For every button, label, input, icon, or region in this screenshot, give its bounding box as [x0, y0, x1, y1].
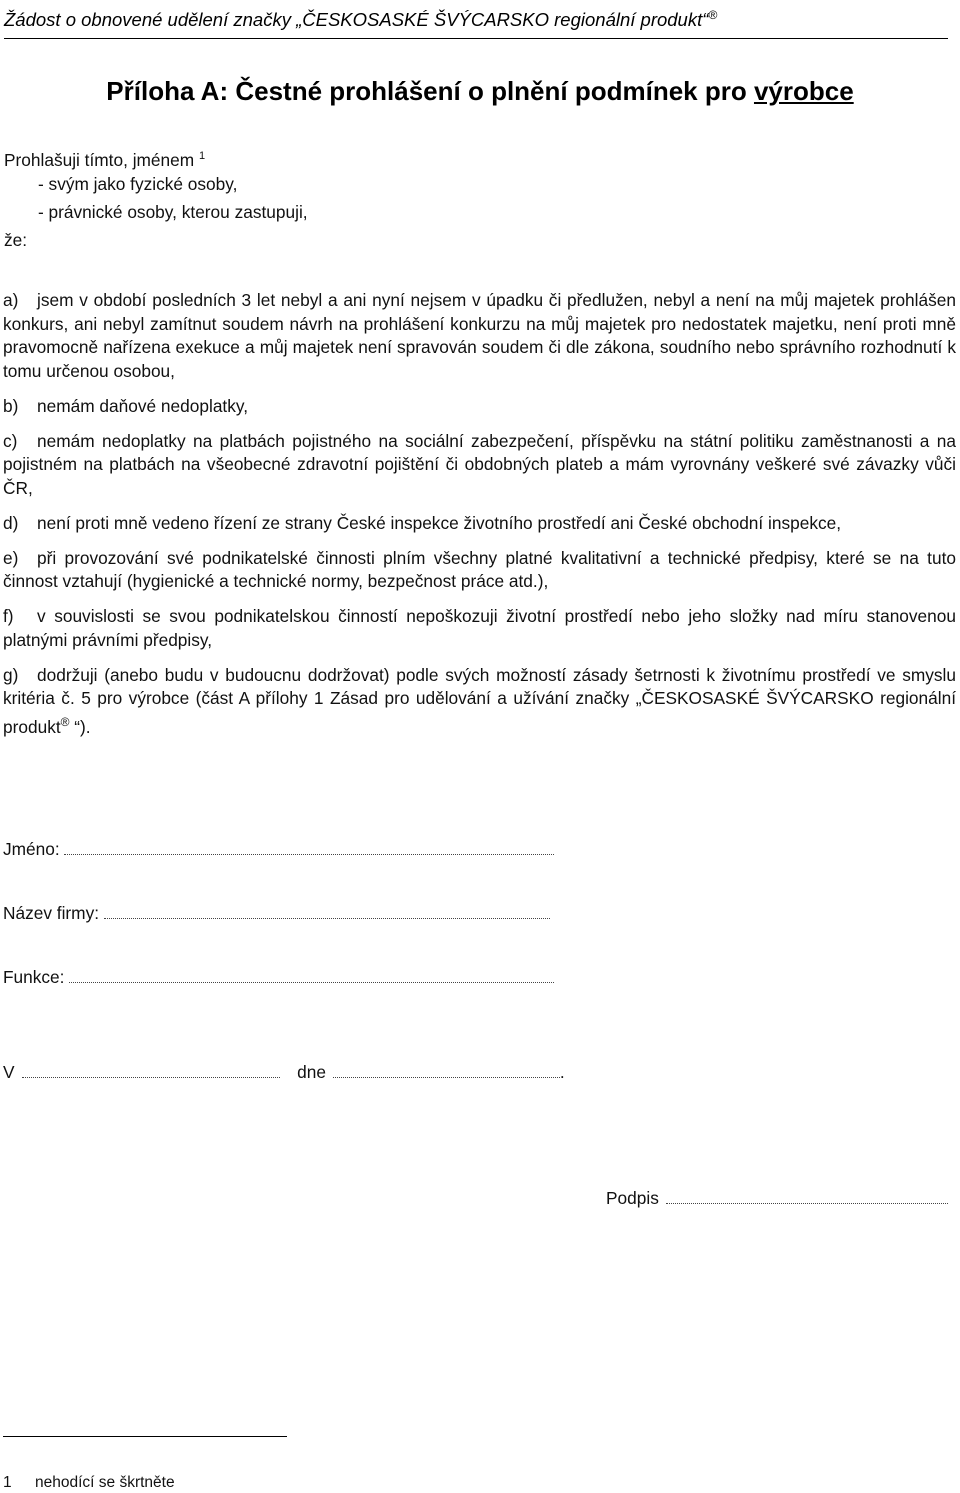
signature-label: Podpis: [606, 1188, 659, 1208]
declaration-clauses: [3, 289, 956, 750]
clause-label: a): [3, 290, 19, 310]
place-date-field: [3, 1060, 565, 1084]
clause-label: f): [3, 606, 14, 626]
footnote-separator: [3, 1436, 287, 1437]
date-input-line[interactable]: [333, 1063, 560, 1078]
clause-a: [3, 289, 956, 383]
clause-d: [3, 512, 956, 536]
footnote-number: 1: [3, 1474, 12, 1491]
page-header: [4, 3, 948, 39]
clause-text: nemám daňové nedoplatky,: [37, 395, 249, 416]
clause-label: c): [3, 430, 18, 451]
company-input-line[interactable]: [104, 904, 550, 919]
clause-label: b): [3, 395, 19, 416]
place-input-line[interactable]: [22, 1063, 280, 1078]
header-text: Žádost o obnovené udělení značky „ČESKOSASKÉ ŠVÝCARSKO regionální produkt“: [4, 9, 709, 31]
name-input-line[interactable]: [64, 840, 554, 855]
clause-text: není proti mně vedeno řízení ze strany České inspekce životního prostředí ani České obchodní inspekce,: [37, 512, 842, 533]
footnote: [3, 1474, 175, 1492]
company-field: [3, 901, 550, 925]
clause-label: g): [3, 664, 19, 685]
signature-line[interactable]: [666, 1189, 948, 1204]
clause-g: [3, 664, 956, 739]
function-label: Funkce:: [3, 967, 65, 987]
document-title: [0, 74, 960, 108]
footnote-text: nehodící se škrtněte: [35, 1474, 175, 1491]
clause-text: jsem v období posledních 3 let nebyl a ani nyní nejsem v úpadku či předlužen, nebyl a není na můj majetek prohlášen konkurs, ani nebyl zamítnut soudem návrh na prohlášení konkurzu na můj majetek pro nedostatek majetku, není proti mně pravomocně nařízena exekuce a můj majetek není spravován soudem či dle zákona, soudního nebo správního rozhodnutí k tomu určenou osobou,: [3, 290, 956, 381]
clause-b: [3, 395, 956, 419]
registered-mark: ®: [708, 8, 718, 22]
signature-field: [606, 1186, 948, 1210]
function-field: [3, 965, 554, 989]
name-label: Jméno:: [3, 839, 60, 859]
intro-line: [4, 142, 308, 170]
intro-option-legal-person: - právnické osoby, kterou zastupuji,: [38, 202, 308, 222]
intro-text: Prohlašuji tímto, jménem: [4, 149, 195, 170]
clause-text: nemám nedoplatky na platbách pojistného na sociální zabezpečení, příspěvku na státní politiku zaměstnanosti a na pojistném na platbách na všeobecné zdravotní pojištění či obdobných plateb a mám vyrovnány veškeré své závazky vůči ČR,: [3, 430, 956, 498]
clause-tail: “).: [69, 716, 91, 737]
clause-text: v souvislosti se svou podnikatelskou činností nepoškozuji životní prostředí nebo jeho složky nad míru stanovenou platnými právními předpisy,: [3, 606, 956, 650]
function-input-line[interactable]: [69, 968, 554, 983]
clause-label: d): [3, 512, 19, 533]
date-label: dne: [297, 1062, 326, 1082]
clause-e: [3, 547, 956, 594]
registered-mark: ®: [60, 714, 70, 729]
intro-section: [4, 142, 308, 254]
company-label: Název firmy:: [3, 903, 100, 923]
title-prefix: Příloha A: Čestné prohlášení o plnění podmínek pro: [106, 76, 754, 106]
place-label: V: [3, 1062, 15, 1082]
title-underlined: výrobce: [753, 76, 854, 106]
clause-text: dodržuji (anebo budu v budoucnu dodržovat) podle svých možností zásady šetrnosti k životnímu prostředí ve smyslu kritéria č. 5 pro výrobce (část A přílohy 1 Zásad pro udělování a užívání značky „ČESKOSASKÉ ŠVÝCARSKO regionální produkt: [3, 664, 956, 737]
clause-text: při provozování své podnikatelské činnosti plním všechny platné kvalitativní a technické předpisy, které se na tuto činnost vztahují (hygienické a technické normy, bezpečnost práce atd.),: [3, 547, 956, 591]
name-field: [3, 837, 554, 861]
date-period: .: [559, 1062, 565, 1082]
intro-option-natural-person: - svým jako fyzické osoby,: [38, 174, 238, 194]
footnote-ref: 1: [198, 150, 206, 162]
intro-that: že:: [4, 230, 28, 250]
clause-f: [3, 605, 956, 652]
clause-label: e): [3, 547, 19, 568]
clause-c: [3, 430, 956, 501]
